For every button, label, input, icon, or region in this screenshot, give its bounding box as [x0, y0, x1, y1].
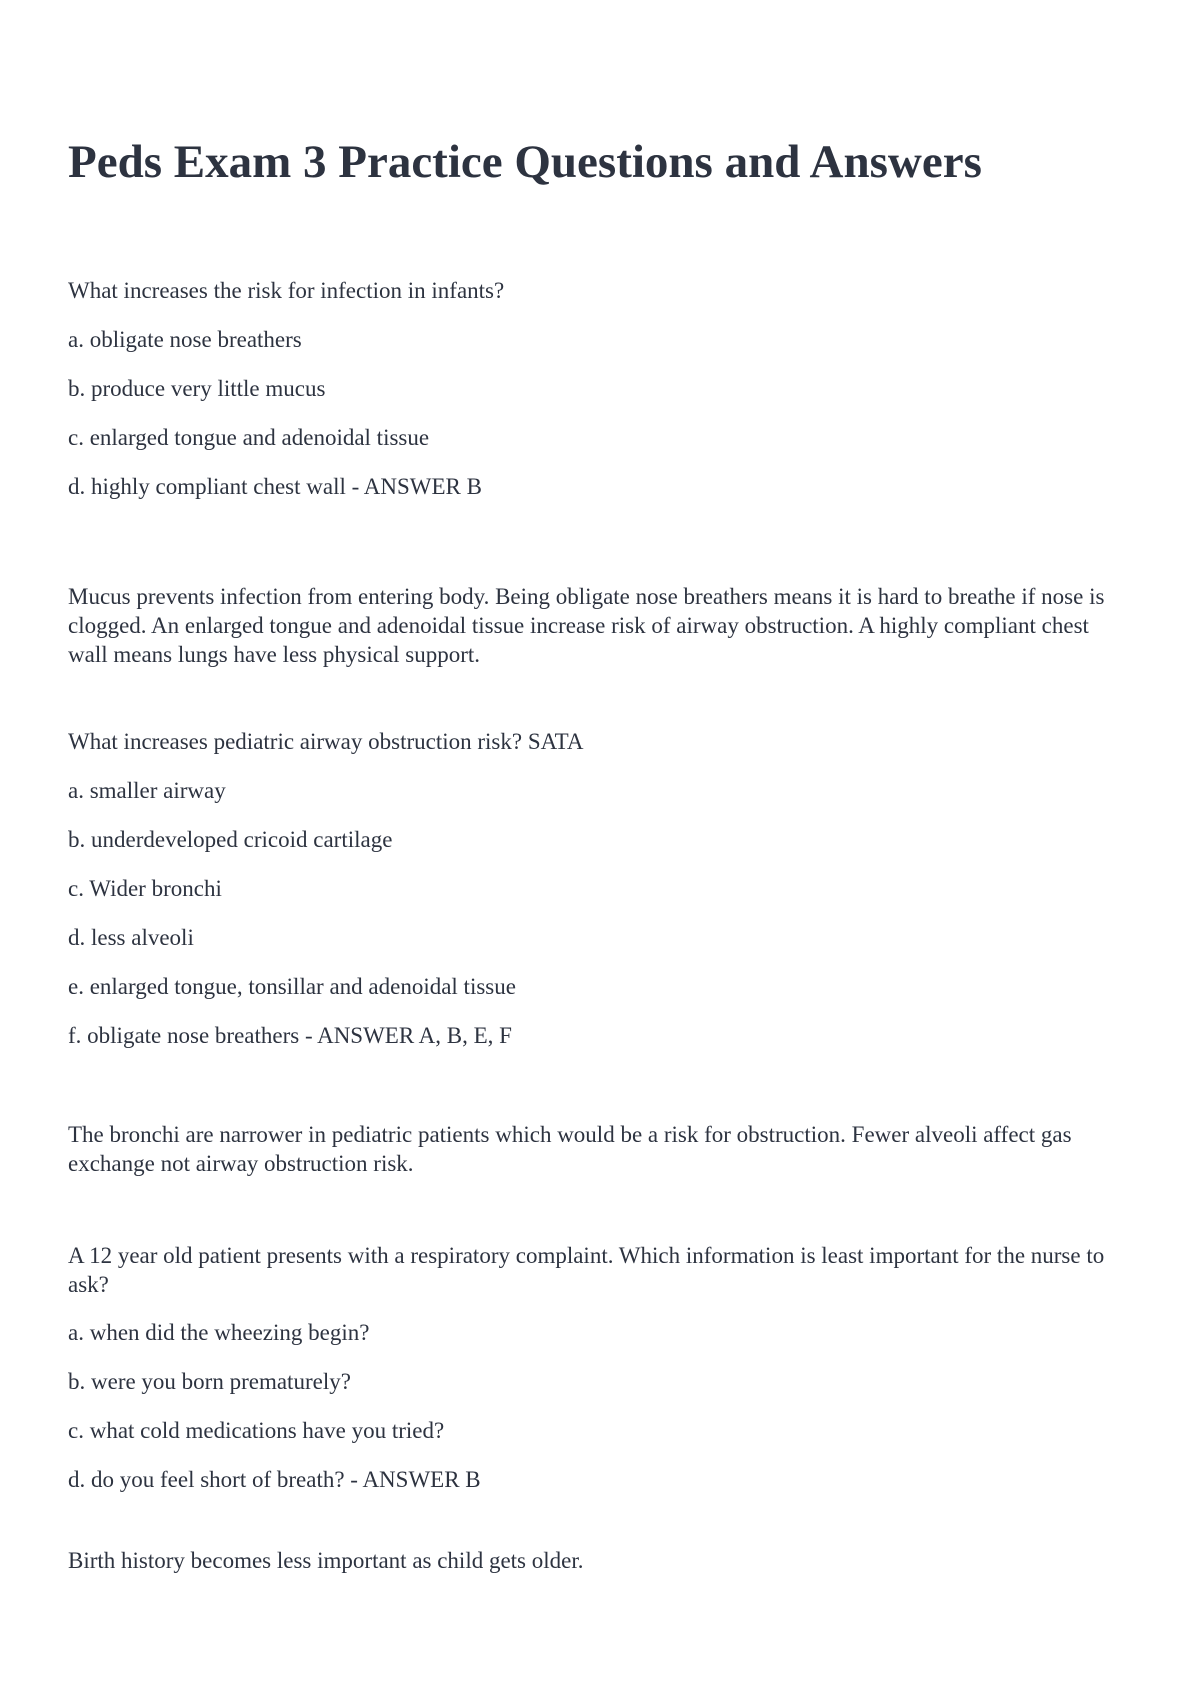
rationale-2	[68, 1120, 1128, 1178]
rationale-text: The bronchi are narrower in pediatric patients which would be a risk for obstruction. Fewer alveoli affect gas exchange not airway obstruction risk.	[68, 1122, 1072, 1176]
answer-option: a. smaller airway	[68, 778, 226, 803]
page-title: Peds Exam 3 Practice Questions and Answers	[68, 136, 982, 188]
rationale-3	[68, 1546, 1128, 1575]
question-prompt: What increases pediatric airway obstruction risk? SATA	[68, 729, 584, 754]
rationale-text: Mucus prevents infection from entering body. Being obligate nose breathers means it is hard to breathe if nose is clogged. An enlarged tongue and adenoidal tissue increase risk of airway obstruction. A highly compliant chest wall means lungs have less physical support.	[68, 584, 1105, 667]
answer-option: d. highly compliant chest wall - ANSWER B	[68, 474, 482, 499]
answer-option: c. Wider bronchi	[68, 876, 222, 901]
question-3	[68, 1241, 1128, 1514]
answer-option: e. enlarged tongue, tonsillar and adenoidal tissue	[68, 974, 516, 999]
answer-option: c. enlarged tongue and adenoidal tissue	[68, 425, 430, 450]
rationale-text: Birth history becomes less important as child gets older.	[68, 1548, 584, 1573]
answer-option: f. obligate nose breathers - ANSWER A, B, E, F	[68, 1023, 512, 1048]
question-prompt: A 12 year old patient presents with a respiratory complaint. Which information is least important for the nurse to ask?	[68, 1243, 1105, 1297]
answer-option: b. were you born prematurely?	[68, 1369, 351, 1394]
rationale-1	[68, 582, 1128, 669]
answer-option: d. less alveoli	[68, 925, 194, 950]
answer-option: b. underdeveloped cricoid cartilage	[68, 827, 393, 852]
answer-option: d. do you feel short of breath? - ANSWER B	[68, 1467, 481, 1492]
answer-option: a. when did the wheezing begin?	[68, 1320, 370, 1345]
answer-option: c. what cold medications have you tried?	[68, 1418, 445, 1443]
question-2	[68, 727, 1128, 1070]
question-1	[68, 276, 1128, 521]
answer-option: a. obligate nose breathers	[68, 327, 302, 352]
question-prompt: What increases the risk for infection in infants?	[68, 278, 505, 303]
answer-option: b. produce very little mucus	[68, 376, 326, 401]
